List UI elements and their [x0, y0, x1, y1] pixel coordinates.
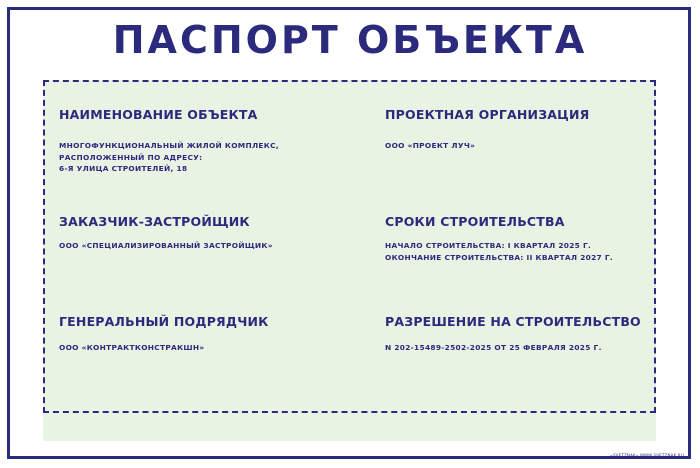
- section-heading: СРОКИ СТРОИТЕЛЬСТВА: [385, 214, 565, 229]
- watermark: «SVETZNAK» WWW.SVETZNAK.RU: [610, 453, 684, 458]
- section-heading: ЗАКАЗЧИК-ЗАСТРОЙЩИК: [59, 214, 250, 229]
- section-heading: НАИМЕНОВАНИЕ ОБЪЕКТА: [59, 107, 258, 122]
- section-heading: ГЕНЕРАЛЬНЫЙ ПОДРЯДЧИК: [59, 314, 269, 329]
- section-value: [385, 342, 602, 354]
- section-object-name: [59, 107, 279, 173]
- section-heading: РАЗРЕШЕНИЕ НА СТРОИТЕЛЬСТВО: [385, 314, 641, 329]
- section-value: [385, 240, 613, 263]
- value-line: 6-Я УЛИЦА СТРОИТЕЛЕЙ, 18: [59, 164, 188, 173]
- page-title: ПАСПОРТ ОБЪЕКТА: [112, 18, 588, 62]
- section-construction-dates: [385, 214, 613, 262]
- value-line: МНОГОФУНКЦИОНАЛЬНЫЙ ЖИЛОЙ КОМПЛЕКС,: [59, 141, 279, 150]
- value-line: ООО «КОНТРАКТКОНСТРАКШН»: [59, 343, 205, 352]
- value-line: НАЧАЛО СТРОИТЕЛЬСТВА: I КВАРТАЛ 2025 Г.: [385, 241, 592, 250]
- section-value: [59, 342, 204, 354]
- section-value: [59, 140, 279, 175]
- value-line: РАСПОЛОЖЕННЫЙ ПО АДРЕСУ:: [59, 152, 203, 162]
- section-general-contractor: [59, 314, 269, 352]
- value-line: N 202-15489-2502-2025 ОТ 25 ФЕВРАЛЯ 2025 Г.: [385, 343, 602, 352]
- section-heading: ПРОЕКТНАЯ ОРГАНИЗАЦИЯ: [385, 107, 590, 122]
- value-line: ОКОНЧАНИЕ СТРОИТЕЛЬСТВА: II КВАРТАЛ 2027 Г.: [385, 252, 613, 262]
- section-value: [59, 240, 273, 252]
- section-design-organization: [385, 107, 590, 150]
- value-line: ООО «СПЕЦИАЛИЗИРОВАННЫЙ ЗАСТРОЙЩИК»: [59, 241, 273, 250]
- value-line: ООО «ПРОЕКТ ЛУЧ»: [385, 141, 476, 150]
- section-customer-developer: [59, 214, 273, 250]
- section-building-permit: [385, 314, 641, 352]
- section-value: [385, 140, 475, 152]
